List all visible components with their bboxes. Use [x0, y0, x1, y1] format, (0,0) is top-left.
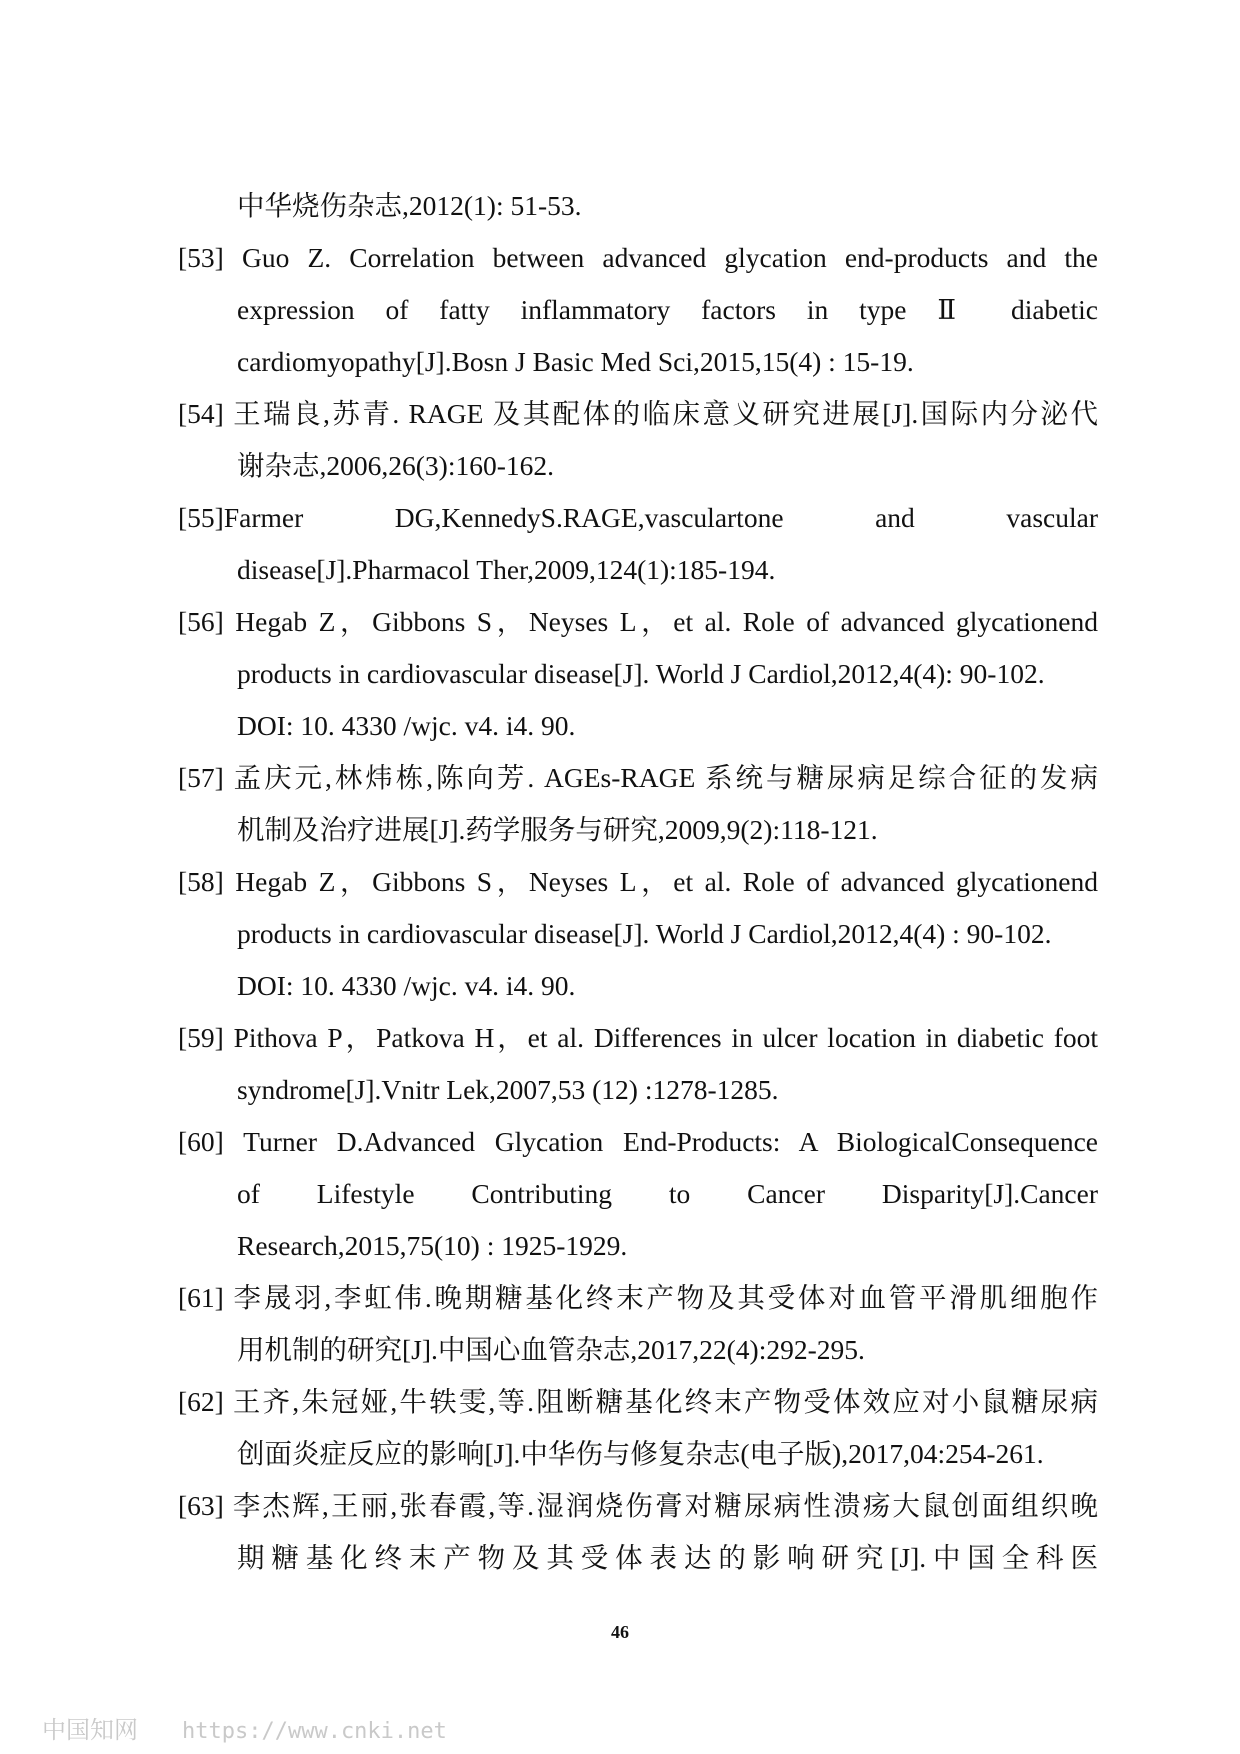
reference-line: [57] 孟庆元,林炜栋,陈向芳. AGEs-RAGE 系统与糖尿病足综合征的发病	[178, 762, 1098, 793]
watermark-logo: 中国知网	[42, 1716, 138, 1744]
reference-line: Research,2015,75(10) : 1925-1929.	[237, 1230, 628, 1261]
reference-line: [53] Guo Z. Correlation between advanced glycation end-products and the	[178, 242, 1098, 273]
reference-line: 创面炎症反应的影响[J].中华伤与修复杂志(电子版),2017,04:254-261.	[237, 1438, 1044, 1469]
reference-line: DOI: 10. 4330 /wjc. v4. i4. 90.	[237, 970, 576, 1001]
reference-line: [56] Hegab Z，Gibbons S，Neyses L，et al. Role of advanced glycationend	[178, 606, 1098, 637]
reference-line: expression of fatty inflammatory factors in type Ⅱ diabetic	[237, 294, 1098, 325]
reference-line: [63] 李杰辉,王丽,张春霞,等.湿润烧伤膏对糖尿病性溃疡大鼠创面组织晚	[178, 1490, 1098, 1521]
page-number: 46	[611, 1622, 629, 1642]
reference-line: [59] Pithova P，Patkova H，et al. Differences in ulcer location in diabetic foot	[178, 1022, 1098, 1053]
reference-line: products in cardiovascular disease[J]. World J Cardiol,2012,4(4) : 90-102.	[237, 918, 1052, 949]
reference-line: cardiomyopathy[J].Bosn J Basic Med Sci,2015,15(4) : 15-19.	[237, 346, 914, 377]
reference-line: syndrome[J].Vnitr Lek,2007,53 (12) :1278-1285.	[237, 1074, 779, 1105]
reference-line: 期 糖 基 化 终 末 产 物 及 其 受 体 表 达 的 影 响 研 究 [J]. 中 国 全 科 医	[237, 1542, 1098, 1573]
reference-line: [60] Turner D.Advanced Glycation End-Products: A BiologicalConsequence	[178, 1126, 1098, 1157]
reference-line: 用机制的研究[J].中国心血管杂志,2017,22(4):292-295.	[237, 1334, 865, 1365]
reference-line: disease[J].Pharmacol Ther,2009,124(1):185-194.	[237, 554, 776, 585]
reference-line: 机制及治疗进展[J].药学服务与研究,2009,9(2):118-121.	[237, 814, 878, 845]
reference-line: [55]Farmer DG,KennedyS.RAGE,vasculartone and vascular	[178, 502, 1098, 533]
reference-line: [58] Hegab Z，Gibbons S，Neyses L，et al. Role of advanced glycationend	[178, 866, 1098, 897]
reference-line: [54] 王瑞良,苏青. RAGE 及其配体的临床意义研究进展[J].国际内分泌代	[178, 398, 1098, 429]
reference-line: DOI: 10. 4330 /wjc. v4. i4. 90.	[237, 710, 576, 741]
reference-line: products in cardiovascular disease[J]. World J Cardiol,2012,4(4): 90-102.	[237, 658, 1045, 689]
reference-line: [62] 王齐,朱冠娅,牛轶雯,等.阻断糖基化终末产物受体效应对小鼠糖尿病	[178, 1386, 1098, 1417]
reference-line: 谢杂志,2006,26(3):160-162.	[237, 450, 554, 481]
reference-line: of Lifestyle Contributing to Cancer Disparity[J].Cancer	[237, 1178, 1098, 1209]
reference-list	[178, 180, 1098, 1584]
reference-line: 中华烧伤杂志,2012(1): 51-53.	[237, 190, 582, 221]
reference-line: [61] 李晟羽,李虹伟.晚期糖基化终末产物及其受体对血管平滑肌细胞作	[178, 1282, 1098, 1313]
cnki-watermark	[42, 1710, 447, 1745]
watermark-url: https://www.cnki.net	[182, 1719, 447, 1744]
